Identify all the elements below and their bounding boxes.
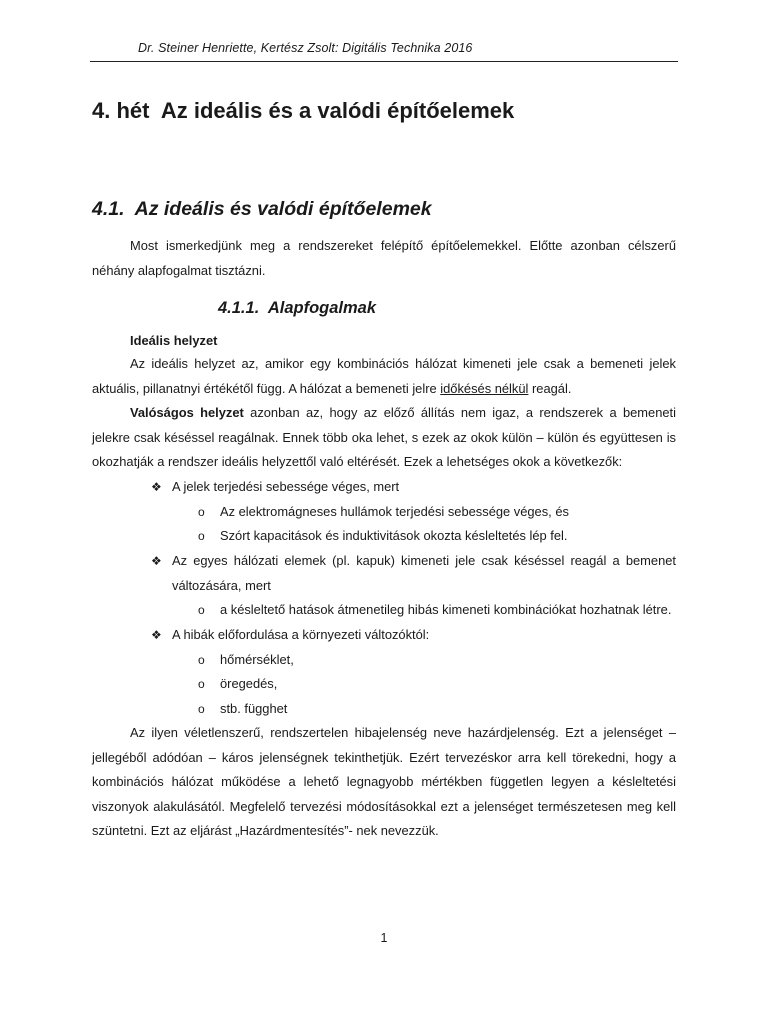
ideal-paragraph [92, 352, 676, 401]
bullet-item [152, 623, 676, 648]
sub-bullet-item [198, 697, 676, 722]
subsection-title: 4.1.1. Alapfogalmak [218, 299, 377, 317]
hazard-paragraph: Az ilyen véletlenszerű, rendszertelen hibajelenség neve hazárdjelenség. Ezt a jelenséget – jellegéből adódóan – káros jelenségnek tekinthetjük. Ezért tervezéskor arra kell törekedni, hogy a kombinációs hálózat működése a lehető legnagyobb mértékben független legyen a késleltetési viszonyok alakulásától. Megfelelő tervezési módosításokkal ezt a jelenséget természetesen meg kell szüntetni. Ezt az eljárást „Hazárdmentesítés”- nek nevezzük. [92, 725, 676, 838]
sub-bullet-item [198, 672, 676, 697]
circle-bullet-icon: o [198, 603, 205, 617]
diamond-bullet-icon: ❖ [151, 554, 162, 568]
diamond-bullet-icon: ❖ [151, 628, 162, 642]
circle-bullet-icon: o [198, 702, 205, 716]
bullet-text: A hibák előfordulása a környezeti változóktól: [172, 627, 430, 642]
header-rule [90, 61, 678, 62]
circle-bullet-icon: o [198, 653, 205, 667]
ideal-heading: Ideális helyzet [130, 333, 218, 348]
page-number: 1 [380, 931, 388, 945]
circle-bullet-icon: o [198, 677, 205, 691]
real-paragraph-lead: Valóságos helyzet [130, 405, 244, 420]
section-title: 4.1. Az ideális és valódi építőelemek [92, 198, 432, 220]
sub-bullet-text: öregedés, [220, 676, 278, 691]
running-header: Dr. Steiner Henriette, Kertész Zsolt: Digitális Technika 2016 [138, 41, 473, 55]
circle-bullet-icon: o [198, 505, 205, 519]
bullet-text: A jelek terjedési sebessége véges, mert [172, 479, 400, 494]
sub-bullet-item [198, 524, 676, 549]
sub-bullet-item [198, 648, 676, 673]
sub-bullet-text: Szórt kapacitások és induktivitások okozta késleltetés lép fel. [220, 528, 568, 543]
intro-paragraph: Most ismerkedjünk meg a rendszereket felépítő építőelemekkel. Előtte azonban célszerű néhány alapfogalmat tisztázni. [92, 238, 676, 278]
ideal-paragraph-end: reagál. [528, 380, 572, 396]
real-paragraph [92, 401, 676, 475]
ideal-paragraph-text: Az ideális helyzet az, amikor egy kombinációs hálózat kimeneti jele csak a bemeneti jelek aktuális, pillanatnyi értékétől függ. A hálózat a bemeneti jelre [92, 356, 676, 396]
ideal-paragraph-underlined: időkésés nélkül [440, 380, 529, 396]
sub-bullet-text: a késleltető hatások átmenetileg hibás kimeneti kombinációkat hozhatnak létre. [220, 602, 672, 617]
sub-bullet-text: stb. függhet [220, 701, 288, 716]
diamond-bullet-icon: ❖ [151, 480, 162, 494]
circle-bullet-icon: o [198, 529, 205, 543]
chapter-title: 4. hét Az ideális és a valódi építőelemek [92, 98, 515, 123]
sub-bullet-text: hőmérséklet, [220, 652, 294, 667]
sub-bullet-text: Az elektromágneses hullámok terjedési sebessége véges, és [220, 504, 569, 519]
sub-bullet-item [198, 500, 676, 525]
sub-bullet-item [198, 598, 676, 623]
bullet-item [152, 475, 676, 500]
real-paragraph-text: azonban az, hogy az előző állítás nem igaz, a rendszerek a bemeneti jelekre csak késéssel reagálnak. Ennek több oka lehet, s ezek az okok külön – külön és együttesen is okozhatják a rendszer ideális helyzettől való eltérését. Ezek a lehetséges okok a következők: [92, 405, 676, 469]
bullet-text: Az egyes hálózati elemek (pl. kapuk) kimeneti jele csak késéssel reagál a bemenet változására, mert [172, 553, 676, 593]
bullet-item [152, 549, 676, 598]
